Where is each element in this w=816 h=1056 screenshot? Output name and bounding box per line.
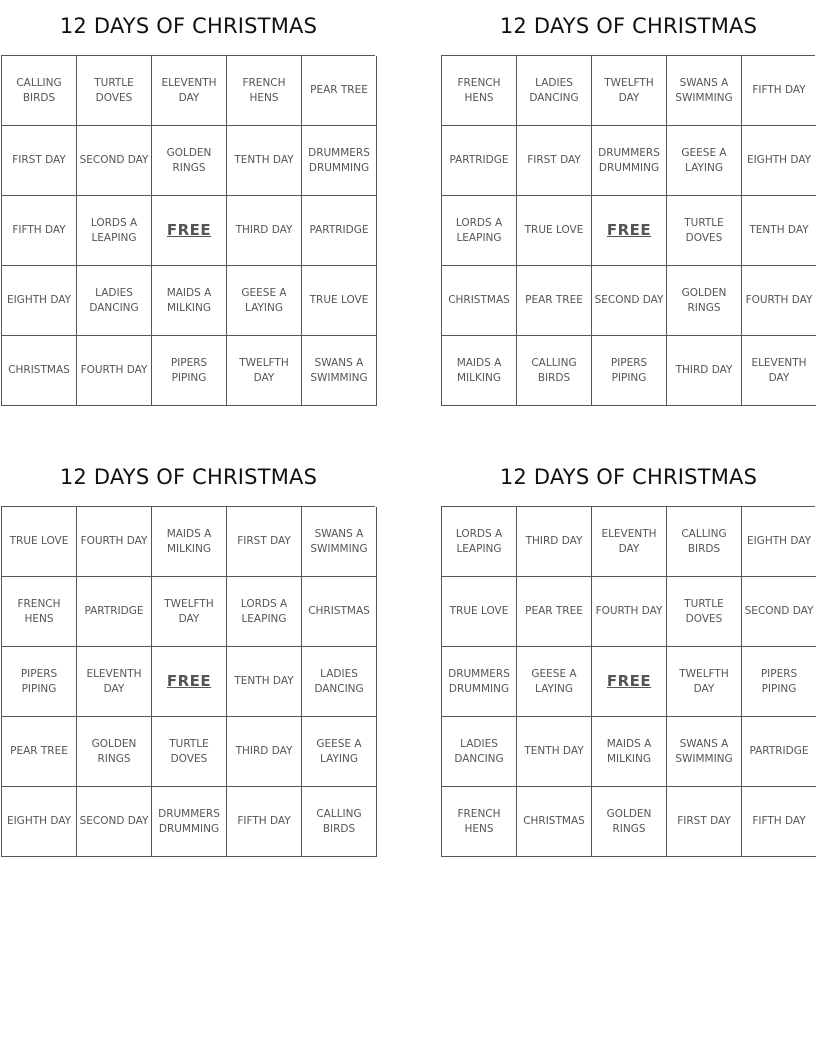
bingo-cell: PARTRIDGE: [302, 196, 377, 266]
bingo-cell: EIGHTH DAY: [742, 126, 816, 196]
bingo-cell: FRENCH HENS: [442, 56, 517, 126]
bingo-cell: FIFTH DAY: [742, 56, 816, 126]
bingo-cell: ELEVENTH DAY: [77, 647, 152, 717]
bingo-cell: MAIDS A MILKING: [152, 507, 227, 577]
bingo-cell: FIRST DAY: [667, 787, 742, 857]
bingo-cell: FOURTH DAY: [742, 266, 816, 336]
bingo-cell: MAIDS A MILKING: [442, 336, 517, 406]
bingo-cell: PARTRIDGE: [77, 577, 152, 647]
bingo-cell: DRUMMERS DRUMMING: [592, 126, 667, 196]
free-space: FREE: [152, 196, 227, 266]
bingo-cell: TURTLE DOVES: [77, 56, 152, 126]
bingo-cell: DRUMMERS DRUMMING: [302, 126, 377, 196]
bingo-cell: PIPERS PIPING: [2, 647, 77, 717]
bingo-cell: LORDS A LEAPING: [77, 196, 152, 266]
bingo-cell: GOLDEN RINGS: [152, 126, 227, 196]
bingo-cell: LORDS A LEAPING: [227, 577, 302, 647]
bingo-cell: FOURTH DAY: [592, 577, 667, 647]
bingo-cell: SECOND DAY: [77, 787, 152, 857]
bingo-card-3: [1, 451, 376, 857]
bingo-cell: CALLING BIRDS: [667, 507, 742, 577]
bingo-cell: DRUMMERS DRUMMING: [442, 647, 517, 717]
bingo-cell: CALLING BIRDS: [302, 787, 377, 857]
bingo-cell: GOLDEN RINGS: [667, 266, 742, 336]
bingo-card-4: [441, 451, 816, 857]
bingo-cell: FIRST DAY: [2, 126, 77, 196]
bingo-cell: GOLDEN RINGS: [592, 787, 667, 857]
bingo-cell: FRENCH HENS: [227, 56, 302, 126]
bingo-grid: [441, 55, 815, 406]
bingo-cell: PIPERS PIPING: [152, 336, 227, 406]
bingo-cell: TENTH DAY: [227, 126, 302, 196]
bingo-cell: TURTLE DOVES: [667, 577, 742, 647]
card-title: 12 DAYS OF CHRISTMAS: [499, 14, 758, 38]
bingo-cell: SECOND DAY: [77, 126, 152, 196]
card-title: 12 DAYS OF CHRISTMAS: [499, 465, 758, 489]
bingo-cell: LADIES DANCING: [302, 647, 377, 717]
bingo-cell: FRENCH HENS: [2, 577, 77, 647]
bingo-cell: THIRD DAY: [227, 196, 302, 266]
bingo-cell: CHRISTMAS: [442, 266, 517, 336]
bingo-cell: TURTLE DOVES: [152, 717, 227, 787]
bingo-cell: FOURTH DAY: [77, 336, 152, 406]
bingo-cell: GEESE A LAYING: [517, 647, 592, 717]
bingo-cell: TURTLE DOVES: [667, 196, 742, 266]
free-space: FREE: [592, 196, 667, 266]
bingo-cell: CHRISTMAS: [517, 787, 592, 857]
bingo-cell: FIFTH DAY: [742, 787, 816, 857]
bingo-cell: FIRST DAY: [227, 507, 302, 577]
bingo-cell: THIRD DAY: [667, 336, 742, 406]
bingo-cell: CALLING BIRDS: [2, 56, 77, 126]
bingo-cell: PEAR TREE: [517, 577, 592, 647]
bingo-cell: LADIES DANCING: [77, 266, 152, 336]
bingo-cell: TWELFTH DAY: [667, 647, 742, 717]
bingo-cell: ELEVENTH DAY: [592, 507, 667, 577]
bingo-cell: ELEVENTH DAY: [742, 336, 816, 406]
bingo-grid: [1, 506, 375, 857]
bingo-cell: LADIES DANCING: [517, 56, 592, 126]
bingo-cell: TENTH DAY: [742, 196, 816, 266]
bingo-cell: LORDS A LEAPING: [442, 507, 517, 577]
card-title: 12 DAYS OF CHRISTMAS: [59, 465, 318, 489]
bingo-cell: LADIES DANCING: [442, 717, 517, 787]
bingo-cell: EIGHTH DAY: [2, 787, 77, 857]
bingo-cell: PARTRIDGE: [442, 126, 517, 196]
bingo-cell: EIGHTH DAY: [742, 507, 816, 577]
bingo-cell: THIRD DAY: [227, 717, 302, 787]
bingo-cell: PIPERS PIPING: [592, 336, 667, 406]
bingo-cell: TRUE LOVE: [442, 577, 517, 647]
free-space: FREE: [592, 647, 667, 717]
bingo-cell: TRUE LOVE: [2, 507, 77, 577]
bingo-cell: PARTRIDGE: [742, 717, 816, 787]
bingo-cell: GOLDEN RINGS: [77, 717, 152, 787]
bingo-cell: ELEVENTH DAY: [152, 56, 227, 126]
free-space: FREE: [152, 647, 227, 717]
bingo-cell: TWELFTH DAY: [152, 577, 227, 647]
bingo-cell: TENTH DAY: [517, 717, 592, 787]
card-title: 12 DAYS OF CHRISTMAS: [59, 14, 318, 38]
bingo-cell: FIFTH DAY: [2, 196, 77, 266]
bingo-cell: SWANS A SWIMMING: [667, 717, 742, 787]
bingo-cell: PIPERS PIPING: [742, 647, 816, 717]
bingo-cell: TRUE LOVE: [517, 196, 592, 266]
bingo-cell: FOURTH DAY: [77, 507, 152, 577]
bingo-cell: CHRISTMAS: [302, 577, 377, 647]
bingo-cell: PEAR TREE: [517, 266, 592, 336]
bingo-cell: DRUMMERS DRUMMING: [152, 787, 227, 857]
bingo-cell: SECOND DAY: [742, 577, 816, 647]
bingo-cell: TENTH DAY: [227, 647, 302, 717]
bingo-cell: CALLING BIRDS: [517, 336, 592, 406]
bingo-grid: [441, 506, 815, 857]
bingo-cell: CHRISTMAS: [2, 336, 77, 406]
bingo-cell: FIRST DAY: [517, 126, 592, 196]
bingo-cell: EIGHTH DAY: [2, 266, 77, 336]
bingo-card-1: [1, 0, 376, 406]
bingo-cell: SWANS A SWIMMING: [302, 507, 377, 577]
bingo-card-2: [441, 0, 816, 406]
bingo-cell: TRUE LOVE: [302, 266, 377, 336]
bingo-cell: TWELFTH DAY: [227, 336, 302, 406]
bingo-cell: TWELFTH DAY: [592, 56, 667, 126]
bingo-cell: FRENCH HENS: [442, 787, 517, 857]
bingo-cell: MAIDS A MILKING: [592, 717, 667, 787]
bingo-cell: GEESE A LAYING: [302, 717, 377, 787]
bingo-cell: SWANS A SWIMMING: [302, 336, 377, 406]
bingo-cell: THIRD DAY: [517, 507, 592, 577]
bingo-cell: SECOND DAY: [592, 266, 667, 336]
bingo-cell: GEESE A LAYING: [667, 126, 742, 196]
bingo-cell: GEESE A LAYING: [227, 266, 302, 336]
bingo-grid: [1, 55, 375, 406]
bingo-cell: SWANS A SWIMMING: [667, 56, 742, 126]
bingo-cell: FIFTH DAY: [227, 787, 302, 857]
bingo-cell: PEAR TREE: [2, 717, 77, 787]
bingo-cell: PEAR TREE: [302, 56, 377, 126]
bingo-cell: LORDS A LEAPING: [442, 196, 517, 266]
bingo-cell: MAIDS A MILKING: [152, 266, 227, 336]
